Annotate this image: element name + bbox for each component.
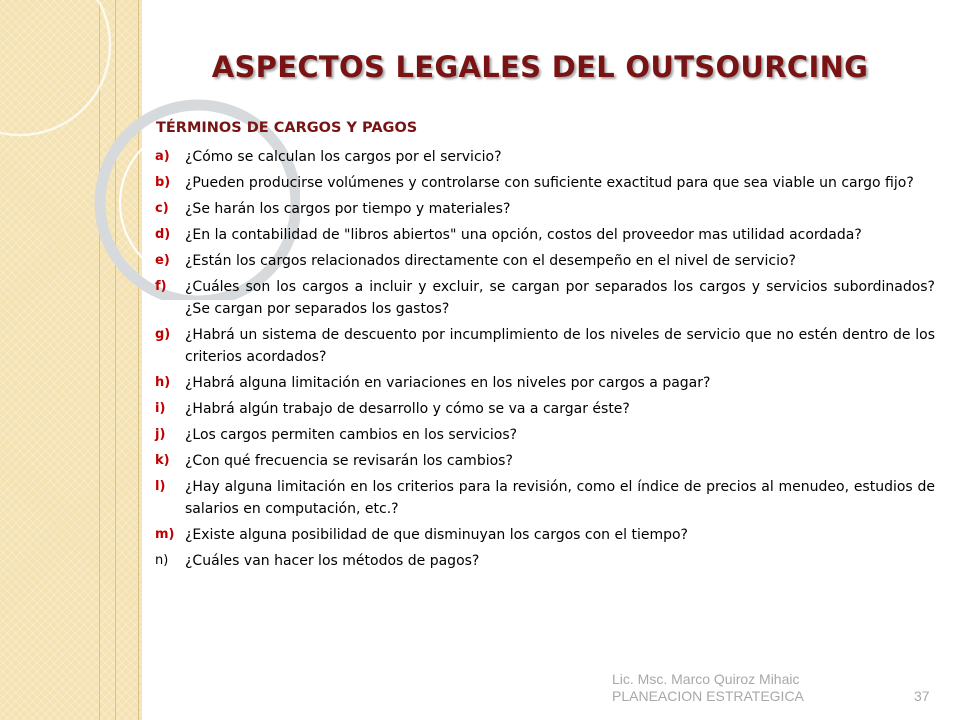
list-item bbox=[155, 276, 935, 320]
list-item bbox=[155, 424, 935, 446]
list-item-text: ¿En la contabilidad de "libros abiertos" una opción, costos del proveedor mas utilidad acordada? bbox=[185, 227, 862, 243]
list-item-text: ¿Se harán los cargos por tiempo y materiales? bbox=[185, 201, 511, 217]
page-number: 37 bbox=[914, 688, 930, 704]
list-item bbox=[155, 198, 935, 220]
list-item bbox=[155, 224, 935, 246]
list-item-marker: c) bbox=[155, 201, 169, 216]
list-item-marker: b) bbox=[155, 175, 171, 190]
list-item bbox=[155, 450, 935, 472]
list-item-text: ¿Pueden producirse volúmenes y controlarse con suficiente exactitud para que sea viable un cargo fijo? bbox=[185, 175, 914, 191]
list-item-marker: d) bbox=[155, 227, 171, 242]
list-item bbox=[155, 524, 935, 546]
list-item-marker: e) bbox=[155, 253, 170, 268]
list-item-text: ¿Los cargos permiten cambios en los servicios? bbox=[185, 427, 518, 443]
list-item-marker: m) bbox=[155, 527, 175, 542]
list-item-text: ¿Habrá alguna limitación en variaciones en los niveles por cargos a pagar? bbox=[185, 375, 711, 391]
list-item-text: ¿Cómo se calculan los cargos por el servicio? bbox=[185, 149, 502, 165]
list-item-marker: f) bbox=[155, 279, 167, 294]
list-item bbox=[155, 172, 935, 194]
list-item-marker: l) bbox=[155, 479, 166, 494]
list-item-text: ¿Existe alguna posibilidad de que disminuyan los cargos con el tiempo? bbox=[185, 527, 688, 543]
list-item-marker: j) bbox=[155, 427, 166, 442]
question-list bbox=[155, 146, 935, 576]
list-item-text: ¿Habrá algún trabajo de desarrollo y cómo se va a cargar éste? bbox=[185, 401, 630, 417]
list-item bbox=[155, 146, 935, 168]
list-item-text: ¿Habrá un sistema de descuento por incumplimiento de los niveles de servicio que no estén dentro de los criterios acordados? bbox=[185, 327, 935, 365]
list-item-text: ¿Con qué frecuencia se revisarán los cambios? bbox=[185, 453, 513, 469]
footer-course: PLANEACION ESTRATEGICA bbox=[612, 688, 804, 704]
section-subtitle: TÉRMINOS DE CARGOS Y PAGOS bbox=[156, 120, 418, 136]
list-item bbox=[155, 398, 935, 420]
list-item-marker: h) bbox=[155, 375, 171, 390]
list-item bbox=[155, 476, 935, 520]
list-item-text: ¿Cuáles van hacer los métodos de pagos? bbox=[185, 553, 480, 569]
slide-title: ASPECTOS LEGALES DEL OUTSOURCING bbox=[211, 50, 869, 84]
list-item-marker: n) bbox=[155, 553, 169, 568]
list-item-text: ¿Hay alguna limitación en los criterios para la revisión, como el índice de precios al menudeo, estudios de salarios en computación, etc.? bbox=[185, 479, 935, 517]
list-item-text: ¿Cuáles son los cargos a incluir y excluir, se cargan por separados los cargos y servicios subordinados? ¿Se cargan por separados los gastos? bbox=[185, 279, 935, 317]
list-item-text: ¿Están los cargos relacionados directamente con el desempeño en el nivel de servicio? bbox=[185, 253, 796, 269]
list-item-marker: i) bbox=[155, 401, 166, 416]
footer-author: Lic. Msc. Marco Quiroz Mihaic bbox=[612, 671, 800, 687]
list-item bbox=[155, 550, 935, 572]
list-item bbox=[155, 250, 935, 272]
list-item-marker: a) bbox=[155, 149, 170, 164]
list-item bbox=[155, 324, 935, 368]
list-item-marker: g) bbox=[155, 327, 171, 342]
list-item-marker: k) bbox=[155, 453, 170, 468]
footer bbox=[612, 671, 804, 705]
list-item bbox=[155, 372, 935, 394]
